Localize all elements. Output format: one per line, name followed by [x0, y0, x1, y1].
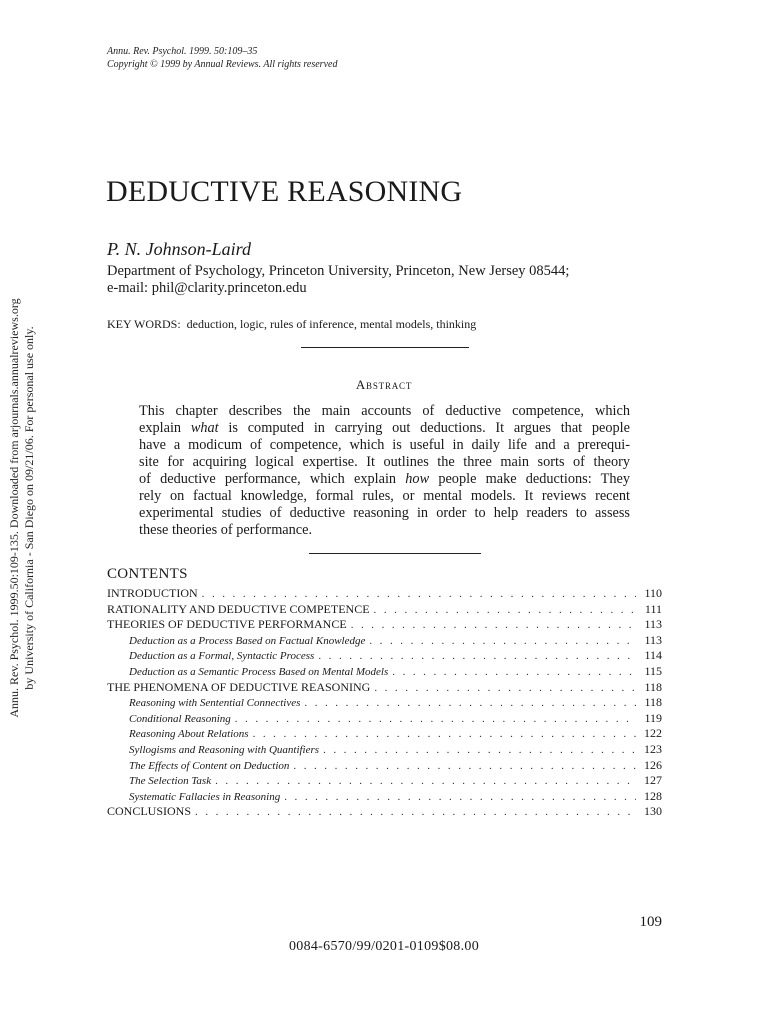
- abstract-heading: Abstract: [355, 377, 413, 392]
- toc-entry-title: INTRODUCTION: [107, 586, 198, 600]
- toc-page-number: 113: [644, 632, 662, 647]
- toc-entry-title: THEORIES OF DEDUCTIVE PERFORMANCE: [107, 617, 347, 632]
- toc-subsection-entry: [107, 726, 662, 742]
- toc-entry-title: The Effects of Content on Deduction: [129, 759, 290, 772]
- toc-page-number: 122: [644, 726, 662, 741]
- abstract-line: [139, 471, 630, 488]
- toc-dot-leader: [374, 604, 636, 616]
- toc-section-entry: [107, 586, 662, 602]
- abstract-line-text: [139, 420, 630, 437]
- toc-section-entry: [107, 680, 662, 696]
- toc-dot-leader: [202, 588, 636, 600]
- abstract-line-text: [139, 488, 630, 505]
- keywords-terms: deduction, logic, rules of inference, mental models, thinking: [186, 317, 477, 331]
- toc-entry-title: RATIONALITY AND DEDUCTIVE COMPETENCE: [107, 601, 370, 616]
- abstract-text: rely on factual knowledge, formal rules, or mental models. It reviews recent: [139, 488, 630, 504]
- section-divider-top: [301, 347, 469, 348]
- abstract-line-text: [139, 454, 630, 471]
- author-affiliation: [107, 263, 667, 297]
- toc-subsection-entry: [107, 758, 662, 774]
- toc-entry-title: Deduction as a Semantic Process Based on Mental Models: [129, 665, 389, 678]
- toc-dot-leader: [253, 728, 636, 740]
- toc-entry-title: Reasoning with Sentential Connectives: [129, 697, 301, 710]
- abstract-body: [139, 403, 630, 539]
- toc-entry-title: CONCLUSIONS: [107, 804, 192, 819]
- toc-entry-title: Deduction as a Process Based on Factual Knowledge: [129, 634, 366, 647]
- toc-page-number: 114: [644, 648, 662, 663]
- abstract-line: [139, 454, 630, 471]
- download-notice-margin: [0, 0, 44, 1024]
- toc-section-entry: [107, 602, 662, 618]
- toc-dot-leader: [374, 682, 636, 694]
- abstract-emphasis: how: [405, 471, 430, 487]
- toc-dot-leader: [323, 744, 636, 756]
- toc-subsection-entry: [107, 695, 662, 711]
- toc-page-number: 123: [644, 741, 662, 756]
- toc-subsection-entry: [107, 789, 662, 805]
- copyright-line: Copyright © 1999 by Annual Reviews. All rights reserved: [107, 59, 338, 70]
- abstract-line-text: [139, 522, 630, 539]
- toc-dot-leader: [351, 619, 636, 631]
- toc-dot-leader: [293, 760, 636, 772]
- toc-page-number: 128: [644, 788, 662, 803]
- toc-page-number: 127: [644, 773, 662, 788]
- author-name: P. N. Johnson-Laird: [107, 239, 252, 259]
- download-notice-line-1: Annu. Rev. Psychol. 1999.50:109-135. Downloaded from arjournals.annualreviews.org: [7, 298, 21, 718]
- abstract-text: have a modicum of competence, which is useful in daily life and a prerequi-: [139, 437, 630, 453]
- keywords-label: KEY WORDS:: [107, 317, 181, 331]
- abstract-line: [139, 522, 630, 539]
- abstract-line-text: [139, 505, 630, 522]
- page-number: 109: [639, 914, 662, 930]
- toc-page-number: 126: [644, 757, 662, 772]
- toc-entry-title: Conditional Reasoning: [129, 712, 231, 725]
- abstract-line-text: [139, 403, 630, 420]
- toc-page-number: 130: [644, 804, 662, 819]
- toc-page-number: 118: [644, 679, 662, 694]
- abstract-emphasis: what: [190, 420, 219, 436]
- abstract-line: [139, 488, 630, 505]
- toc-entry-title: Syllogisms and Reasoning with Quantifiers: [129, 743, 320, 756]
- toc-page-number: 118: [644, 695, 662, 710]
- toc-section-entry: [107, 617, 662, 633]
- toc-subsection-entry: [107, 742, 662, 758]
- abstract-line-text: [139, 437, 630, 454]
- toc-dot-leader: [392, 666, 636, 678]
- toc-page-number: 110: [644, 586, 662, 600]
- toc-dot-leader: [215, 775, 636, 787]
- abstract-line-text: [139, 471, 630, 488]
- citation-line-1: Annu. Rev. Psychol. 1999. 50:109–35: [107, 46, 258, 57]
- contents-heading: CONTENTS: [107, 566, 188, 582]
- abstract-text: of deductive performance, which explain: [139, 471, 406, 487]
- toc-subsection-entry: [107, 711, 662, 727]
- toc-subsection-entry: [107, 664, 662, 680]
- abstract-line: [139, 403, 630, 420]
- issn-code: 0084-6570/99/0201-0109$08.00: [288, 939, 479, 954]
- toc-page-number: 113: [644, 617, 662, 632]
- toc-page-number: 115: [644, 663, 662, 678]
- toc-entry-title: Deduction as a Formal, Syntactic Process: [129, 650, 315, 663]
- keywords: [107, 317, 476, 332]
- download-notice: [7, 298, 37, 717]
- toc-subsection-entry: [107, 648, 662, 664]
- abstract-text: these theories of performance.: [139, 522, 313, 538]
- toc-dot-leader: [369, 635, 636, 647]
- toc-page-number: 111: [644, 601, 662, 616]
- abstract-text: This chapter describes the main accounts of deductive competence, which: [139, 403, 630, 419]
- abstract-text: experimental studies of deductive reasoning in order to help readers to assess: [139, 505, 630, 521]
- toc-page-number: 119: [644, 710, 662, 725]
- toc-dot-leader: [195, 806, 636, 818]
- journal-citation: [107, 45, 337, 71]
- table-of-contents: [107, 586, 662, 820]
- affiliation-email: e-mail: phil@clarity.princeton.edu: [107, 280, 307, 296]
- abstract-line: [139, 505, 630, 522]
- article-title: DEDUCTIVE REASONING: [106, 175, 463, 208]
- toc-entry-title: Reasoning About Relations: [129, 728, 249, 741]
- abstract-line: [139, 437, 630, 454]
- abstract-text: explain: [139, 420, 191, 436]
- toc-dot-leader: [235, 713, 636, 725]
- toc-dot-leader: [318, 650, 636, 662]
- toc-section-entry: [107, 804, 662, 820]
- download-notice-line-2: by University of California - San Diego on 09/21/06. For personal use only.: [22, 326, 36, 690]
- abstract-text: is computed in carrying out deductions. It argues that people: [218, 420, 631, 436]
- section-divider-bottom: [309, 553, 481, 554]
- toc-dot-leader: [284, 791, 636, 803]
- toc-subsection-entry: [107, 773, 662, 789]
- toc-entry-title: The Selection Task: [129, 775, 212, 788]
- toc-entry-title: Systematic Fallacies in Reasoning: [129, 790, 281, 803]
- abstract-text: people make deductions: They: [429, 471, 630, 487]
- abstract-text: site for acquiring logical expertise. It outlines the three main sorts of theory: [139, 454, 630, 470]
- toc-entry-title: THE PHENOMENA OF DEDUCTIVE REASONING: [107, 679, 371, 694]
- affiliation-department: Department of Psychology, Princeton University, Princeton, New Jersey 08544;: [107, 263, 570, 279]
- abstract-line: [139, 420, 630, 437]
- toc-dot-leader: [304, 697, 636, 709]
- toc-subsection-entry: [107, 633, 662, 649]
